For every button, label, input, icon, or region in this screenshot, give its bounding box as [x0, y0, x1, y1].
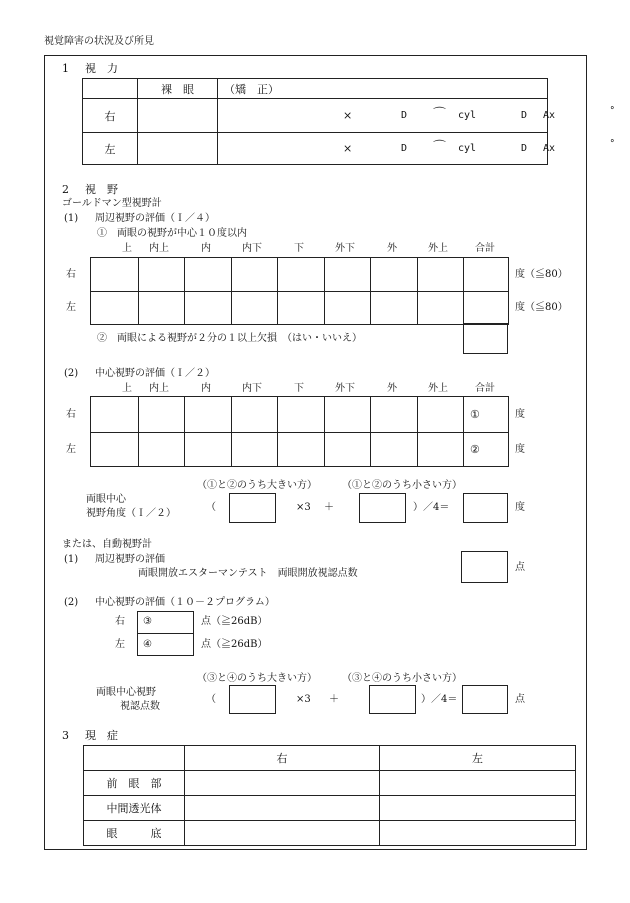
esterman-score-input[interactable] — [461, 551, 508, 583]
peripheral-number: (1) — [64, 213, 79, 224]
peripheral-right-eye-label: 右 — [66, 269, 76, 280]
peripheral-left-cell[interactable] — [185, 292, 232, 325]
circle-1-label: ① — [470, 408, 480, 421]
degree-symbol: ° — [610, 139, 615, 149]
dir-header: 下 — [294, 383, 304, 394]
dir-header: 内下 — [242, 383, 262, 394]
peripheral-right-cell[interactable] — [325, 258, 371, 292]
central-right-cell[interactable] — [371, 397, 418, 433]
angle-max-input[interactable] — [229, 493, 276, 523]
findings-anterior-right-cell[interactable] — [185, 771, 380, 796]
peripheral-right-cell[interactable] — [91, 258, 139, 292]
central-right-cell[interactable] — [139, 397, 185, 433]
acuity-left-eye-label: 左 — [83, 133, 138, 165]
formula-min-34: （③と④のうち小さい方） — [342, 673, 462, 684]
visual-acuity-table — [82, 78, 615, 165]
times-symbol: × — [343, 109, 353, 122]
central-title: 中心視野の評価（Ｉ／２） — [95, 368, 215, 379]
peripheral-left-eye-label: 左 — [66, 302, 76, 313]
cyl-label: cyl — [458, 143, 477, 154]
acuity-right-correction-cell[interactable] — [218, 99, 615, 133]
dir-header: 内 — [201, 383, 211, 394]
esterman-unit: 点 — [515, 562, 525, 573]
dir-header: 外下 — [335, 383, 355, 394]
axis-label: Ax — [543, 143, 556, 154]
binocular-score-label-1: 両眼中心視野 — [96, 687, 156, 698]
central-left-unit: 度 — [515, 444, 525, 455]
central-left-total-cell[interactable] — [464, 433, 509, 467]
score-max-input[interactable] — [229, 685, 276, 714]
dir-header: 上 — [122, 383, 132, 394]
angle-min-input[interactable] — [359, 493, 406, 523]
section1-number: 1 — [62, 62, 69, 75]
page-title: 視覚障害の状況及び所見 — [44, 36, 154, 47]
formula-min-12: （①と②のうち小さい方） — [342, 480, 462, 491]
auto-peripheral-number: (1) — [64, 554, 79, 565]
score-result-unit: 点 — [515, 694, 525, 705]
diopter-sphere-label: D — [401, 110, 408, 121]
peripheral-right-total-cell[interactable] — [464, 258, 509, 292]
col-naked-eye: 裸 眼 — [138, 79, 218, 99]
col-correction-label: （矯 正） — [224, 82, 279, 96]
peripheral-right-cell[interactable] — [185, 258, 232, 292]
peripheral-field-table — [90, 257, 509, 325]
auto-central-left-label: 左 — [115, 639, 125, 650]
peripheral-half-loss-cell[interactable] — [463, 323, 508, 354]
central-field-table — [90, 396, 509, 467]
dir-header: 内上 — [149, 383, 169, 394]
diopter-sphere-label: D — [401, 143, 408, 154]
section1-heading: 視 力 — [85, 62, 118, 75]
central-right-total-cell[interactable] — [464, 397, 509, 433]
findings-col-right: 右 — [185, 746, 380, 771]
section3-heading: 現 症 — [85, 729, 118, 742]
section3-number: 3 — [62, 729, 69, 742]
divide-four: ）／4＝ — [421, 694, 458, 705]
dir-header: 外下 — [335, 243, 355, 254]
binocular-angle-label-2: 視野角度（Ｉ／２） — [86, 508, 176, 519]
findings-table — [83, 745, 576, 846]
section2-number: 2 — [62, 183, 69, 196]
circle-4-label: ④ — [143, 639, 152, 650]
dir-header: 内上 — [149, 243, 169, 254]
cyl-label: cyl — [458, 110, 477, 121]
peripheral-right-cell[interactable] — [278, 258, 325, 292]
central-left-cell[interactable] — [185, 433, 232, 467]
circle-3-label: ③ — [143, 616, 152, 627]
findings-media-left-cell[interactable] — [380, 796, 576, 821]
esterman-label: 両眼開放エスターマンテスト 両眼開放視認点数 — [138, 568, 358, 579]
findings-row-label: 前 眼 部 — [84, 771, 185, 796]
dir-header: 上 — [122, 243, 132, 254]
auto-central-title: 中心視野の評価（１０－２プログラム） — [95, 597, 275, 608]
binocular-score-label-2: 視認点数 — [120, 701, 160, 712]
degree-symbol: ° — [610, 106, 615, 116]
bracket-icon: ⌒ — [433, 140, 447, 155]
central-right-cell[interactable] — [325, 397, 371, 433]
central-right-cell[interactable] — [185, 397, 232, 433]
central-right-cell[interactable] — [278, 397, 325, 433]
axis-label: Ax — [543, 110, 556, 121]
open-paren: （ — [206, 694, 216, 705]
central-left-cell[interactable] — [278, 433, 325, 467]
findings-corner-cell — [84, 746, 185, 771]
central-right-cell[interactable] — [91, 397, 139, 433]
central-number: (2) — [64, 368, 79, 379]
peripheral-left-cell[interactable] — [371, 292, 418, 325]
divide-four: ）／4＝ — [413, 502, 450, 513]
times-three: ×3 — [296, 694, 311, 705]
col-correction — [218, 79, 548, 99]
open-paren: （ — [206, 502, 216, 513]
acuity-right-naked-cell[interactable] — [138, 99, 218, 133]
acuity-right-eye-label: 右 — [83, 99, 138, 133]
peripheral-left-cell[interactable] — [325, 292, 371, 325]
central-left-cell[interactable] — [371, 433, 418, 467]
peripheral-sub2: ② 両眼による視野が２分の１以上欠損 （はい・いいえ） — [97, 333, 362, 344]
section2-heading: 視 野 — [85, 183, 118, 196]
peripheral-right-cell[interactable] — [418, 258, 464, 292]
central-left-cell[interactable] — [139, 433, 185, 467]
findings-col-left: 左 — [380, 746, 576, 771]
peripheral-right-cell[interactable] — [232, 258, 278, 292]
dir-header: 外 — [387, 243, 397, 254]
score-result-input[interactable] — [462, 685, 508, 714]
peripheral-sub1: ① 両眼の視野が中心１０度以内 — [97, 228, 247, 239]
central-right-cell[interactable] — [232, 397, 278, 433]
dir-header: 外 — [387, 383, 397, 394]
peripheral-left-cell[interactable] — [139, 292, 185, 325]
diopter-cyl-label: D — [521, 143, 528, 154]
plus-sign: ＋ — [324, 502, 334, 513]
dir-header: 外上 — [428, 243, 448, 254]
findings-anterior-left-cell[interactable] — [380, 771, 576, 796]
score-min-input[interactable] — [369, 685, 416, 714]
auto-central-right-label: 右 — [115, 616, 125, 627]
findings-fundus-right-cell[interactable] — [185, 821, 380, 846]
findings-row-label: 中間透光体 — [84, 796, 185, 821]
circle-2-label: ② — [470, 443, 480, 456]
plus-sign: ＋ — [329, 694, 339, 705]
acuity-left-correction-cell[interactable] — [218, 133, 615, 165]
central-right-eye-label: 右 — [66, 409, 76, 420]
peripheral-left-cell[interactable] — [91, 292, 139, 325]
peripheral-right-unit: 度（≦80） — [515, 269, 568, 280]
auto-perimeter-label: または、自動視野計 — [62, 539, 152, 550]
angle-result-unit: 度 — [515, 502, 525, 513]
central-left-cell[interactable] — [418, 433, 464, 467]
central-left-eye-label: 左 — [66, 444, 76, 455]
central-left-cell[interactable] — [325, 433, 371, 467]
bracket-icon: ⌒ — [433, 107, 447, 122]
dir-header: 外上 — [428, 383, 448, 394]
acuity-corner-cell — [83, 79, 138, 99]
auto-central-number: (2) — [64, 597, 79, 608]
acuity-left-naked-cell[interactable] — [138, 133, 218, 165]
peripheral-left-cell[interactable] — [232, 292, 278, 325]
findings-media-right-cell[interactable] — [185, 796, 380, 821]
formula-max-34: （③と④のうち大きい方） — [197, 673, 317, 684]
peripheral-left-unit: 度（≦80） — [515, 302, 568, 313]
times-symbol: × — [343, 142, 353, 155]
auto-central-left-unit: 点（≧26dB） — [201, 639, 268, 650]
dir-header: 下 — [294, 243, 304, 254]
angle-result-input[interactable] — [463, 493, 508, 523]
auto-central-right-unit: 点（≧26dB） — [201, 616, 268, 627]
times-three: ×3 — [296, 502, 311, 513]
peripheral-title: 周辺視野の評価（Ｉ／４） — [95, 213, 215, 224]
peripheral-left-cell[interactable] — [418, 292, 464, 325]
auto-peripheral-title: 周辺視野の評価 — [95, 554, 165, 565]
goldmann-label: ゴールドマン型視野計 — [62, 198, 162, 209]
central-left-cell[interactable] — [91, 433, 139, 467]
peripheral-left-cell[interactable] — [278, 292, 325, 325]
peripheral-right-cell[interactable] — [371, 258, 418, 292]
findings-fundus-left-cell[interactable] — [380, 821, 576, 846]
dir-header-total: 合計 — [475, 243, 495, 254]
dir-header-total: 合計 — [475, 383, 495, 394]
central-right-cell[interactable] — [418, 397, 464, 433]
dir-header: 内 — [201, 243, 211, 254]
findings-row-label: 眼 底 — [84, 821, 185, 846]
formula-max-12: （①と②のうち大きい方） — [197, 480, 317, 491]
central-right-unit: 度 — [515, 409, 525, 420]
peripheral-left-total-cell[interactable] — [464, 292, 509, 325]
binocular-angle-label-1: 両眼中心 — [86, 494, 126, 505]
peripheral-right-cell[interactable] — [139, 258, 185, 292]
diopter-cyl-label: D — [521, 110, 528, 121]
dir-header: 内下 — [242, 243, 262, 254]
central-left-cell[interactable] — [232, 433, 278, 467]
